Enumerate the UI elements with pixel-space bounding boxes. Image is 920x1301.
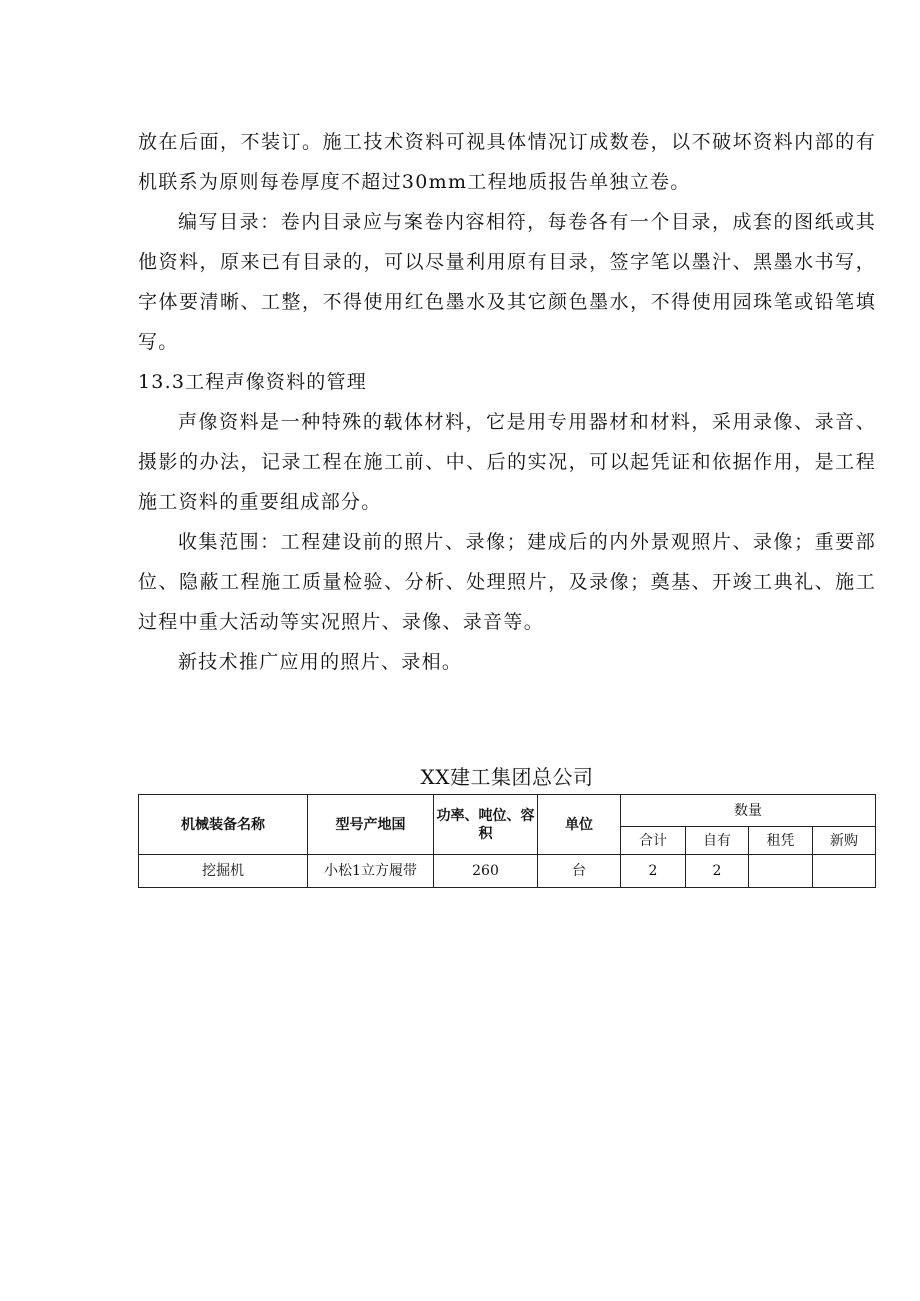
cell-model: 小松1立方履带 — [308, 855, 434, 888]
paragraph-binding-rules: 放在后面，不装订。施工技术资料可视具体情况订成数卷，以不破坏资料内部的有机联系为原则每卷厚度不超过30mm工程地质报告单独立卷。 — [138, 131, 876, 193]
header-new: 新购 — [813, 827, 876, 855]
equipment-table — [138, 794, 876, 888]
cell-power: 260 — [434, 855, 538, 888]
header-equipment-name: 机械装备名称 — [139, 795, 308, 855]
cell-unit: 台 — [538, 855, 621, 888]
paragraph-catalog-rules: 编写目录：卷内目录应与案卷内容相符，每卷各有一个目录，成套的图纸或其他资料，原来已有目录的，可以尽量利用原有目录，签字笔以墨汁、黑墨水书写，字体要清晰、工整，不得使用红色墨水及其它颜色墨水，不得使用园珠笔或铅笔填写。 — [138, 211, 876, 353]
paragraph-av-materials: 声像资料是一种特殊的载体材料，它是用专用器材和材料，采用录像、录音、摄影的办法，记录工程在施工前、中、后的实况，可以起凭证和依据作用，是工程施工资料的重要组成部分。 — [138, 411, 876, 513]
cell-new — [813, 855, 876, 888]
document-body — [138, 122, 876, 682]
section-heading: 13.3工程声像资料的管理 — [138, 371, 367, 393]
paragraph-collection-scope: 收集范围：工程建设前的照片、录像；建成后的内外景观照片、录像；重要部位、隐蔽工程施工质量检验、分析、处理照片，及录像；奠基、开竣工典礼、施工过程中重大活动等实况照片、录像、录音等。 — [138, 531, 876, 633]
header-total: 合计 — [621, 827, 686, 855]
cell-total: 2 — [621, 855, 686, 888]
cell-rented — [749, 855, 813, 888]
cell-equipment-name: 挖掘机 — [139, 855, 308, 888]
cell-owned: 2 — [686, 855, 749, 888]
header-model: 型号产地国 — [308, 795, 434, 855]
header-quantity: 数量 — [621, 795, 876, 827]
header-rented: 租凭 — [749, 827, 813, 855]
table-header-row — [139, 795, 876, 827]
paragraph-new-technology: 新技术推广应用的照片、录相。 — [178, 651, 463, 673]
header-power: 功率、吨位、容积 — [434, 795, 538, 855]
table-title: XX建工集团总公司 — [420, 765, 594, 789]
header-unit: 单位 — [538, 795, 621, 855]
header-owned: 自有 — [686, 827, 749, 855]
table-row — [139, 855, 876, 888]
